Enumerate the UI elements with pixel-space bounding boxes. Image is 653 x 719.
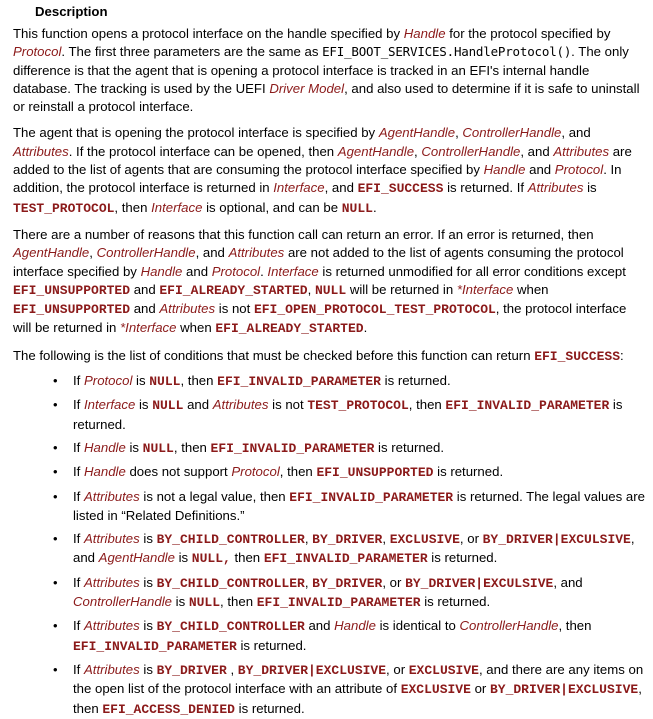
list-item: • If Attributes is BY_DRIVER , BY_DRIVER|EXCLUSIVE, or EXCLUSIVE, and there are any items on the open list of the protocol interface with an attribute of EXCLUSIVE or BY_DRIVER|EXCLUSIVE, then EFI_ACCESS_DENIED is returned. (53, 661, 645, 719)
list-item: • If Attributes is BY_CHILD_CONTROLLER, BY_DRIVER, or BY_DRIVER|EXCULSIVE, and ControllerHandle is NULL, then EFI_INVALID_PARAMETER is returned. (53, 574, 645, 613)
list-item: • If Attributes is BY_CHILD_CONTROLLER, BY_DRIVER, EXCLUSIVE, or BY_DRIVER|EXCULSIVE, and AgentHandle is NULL, then EFI_INVALID_PARAMETER is returned. (53, 530, 645, 569)
paragraph-conditions: The following is the list of conditions that must be checked before this function can return EFI_SUCCESS: (13, 347, 624, 364)
section-heading: Description (35, 4, 108, 19)
paragraph-errors: There are a number of reasons that this function call can return an error. If an error is returned, then AgentHandle, ControllerHandle, and Attributes are not added to the list of agents consuming the protocol interface specified by Handle and Protocol. Interface is returned unmodified for all error conditions except EFI_UNSUPPORTED and EFI_ALREADY_STARTED, NULL will be returned in *Interface when EFI_UNSUPPORTED and Attributes is not EFI_OPEN_PROTOCOL_TEST_PROTOCOL, the protocol interface will be returned in *Interface when EFI_ALREADY_STARTED. (13, 226, 627, 337)
list-item: • If Protocol is NULL, then EFI_INVALID_PARAMETER is returned. (53, 372, 645, 391)
list-item: • If Handle is NULL, then EFI_INVALID_PARAMETER is returned. (53, 439, 645, 458)
paragraph-agent: The agent that is opening the protocol interface is specified by AgentHandle, ControllerHandle, and Attributes. If the protocol interface can be opened, then AgentHandle, ControllerHandle, and Attributes are added to the list of agents that are consuming the protocol interface specified by Handle and Protocol. In addition, the protocol interface is returned in Interface, and EFI_SUCCESS is returned. If Attributes is TEST_PROTOCOL, then Interface is optional, and can be NULL. (13, 125, 632, 216)
paragraph-intro: This function opens a protocol interface on the handle specified by Handle for the protocol specified by Protocol. The first three parameters are the same as EFI_BOOT_SERVICES.HandleProtocol(). The only difference is that the agent that is opening a protocol interface is tracked in an EFI's internal handle database. The tracking is used by the UEFI Driver Model, and also used to determine if it is safe to uninstall or reinstall a protocol interface. (13, 26, 640, 115)
list-item: • If Interface is NULL and Attributes is not TEST_PROTOCOL, then EFI_INVALID_PARAMETER is returned. (53, 396, 645, 434)
list-item: • If Handle does not support Protocol, then EFI_UNSUPPORTED is returned. (53, 463, 645, 482)
list-item: • If Attributes is BY_CHILD_CONTROLLER and Handle is identical to ControllerHandle, then EFI_INVALID_PARAMETER is returned. (53, 617, 645, 656)
list-item: • If Attributes is not a legal value, then EFI_INVALID_PARAMETER is returned. The legal values are listed in “Related Definitions.” (53, 488, 645, 526)
conditions-list (13, 372, 645, 719)
